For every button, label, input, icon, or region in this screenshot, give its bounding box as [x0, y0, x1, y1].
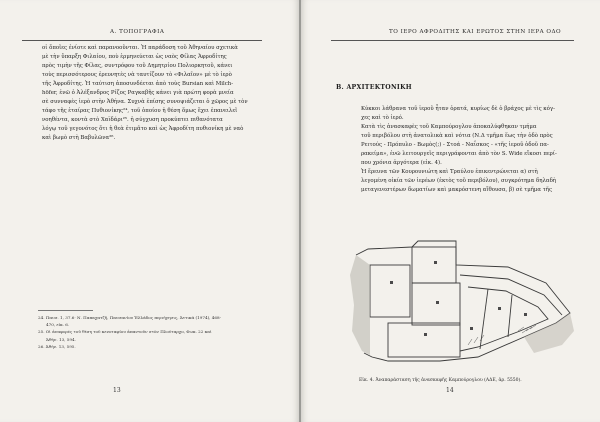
right-body-text	[361, 105, 576, 195]
text-line: που χρόνια ἀργότερα (εἰκ. 4).	[361, 160, 442, 167]
room-west	[370, 265, 410, 317]
text-line: λεγομένη οἰκία τῶν ἱερέων (ἐκτὸς τοῦ περιβόλου), συγκρότημα δηλαδὴ	[361, 178, 557, 185]
footnote-line: 25. Οἱ ἀναφορὲς τοῦ θέση τοῦ κενοταφίου ἀπαντοῦν στὸν Πλούταρχο, Φωκ. 22 καὶ	[38, 329, 212, 335]
section-title: Β. ΑΡΧΙΤΕΚΤΟΝΙΚΗ	[336, 84, 412, 91]
footnote-line: Ἀθήν. 13, 594.	[46, 336, 76, 342]
site-plan-drawing	[348, 235, 575, 370]
text-line: Ρειτούς - Πρόπυλο - Βωμὸς(;) - Στοά - Ναΐσκος - «τῆς ἱεροῦ ὁδοῦ πα-	[361, 142, 549, 149]
left-page-number: 13	[113, 387, 121, 394]
right-page	[301, 0, 600, 422]
left-page	[0, 0, 299, 422]
room-south	[388, 323, 460, 357]
figure-caption: Εἰκ. 4. Ἀναπαράσταση τῆς ἀνασκαφῆς Καμπούρογλου (ΑΔΕ, ἀρ. 5550).	[359, 378, 522, 383]
left-running-head: Α. ΤΟΠΟΓΡΑΦΙΑ	[110, 29, 165, 35]
text-line: οἱ ὅποῖες ἐνίοτε καὶ παρανοοῦνται. Ἡ παράδοση τοῦ Ἀθηναίου σχετικὰ	[42, 45, 238, 51]
text-line: ρακείμα», ἐνῶ λειτουργεῖς περιγράφονται ἀπὸ τὸν S. Wide εἴκοσι περί-	[361, 151, 557, 158]
left-body-text	[42, 44, 257, 144]
column-base	[470, 327, 473, 330]
hatching	[518, 325, 536, 333]
column-base	[424, 333, 427, 336]
left-header-rule	[22, 40, 262, 41]
footnote-line: 24. Παυσ. 1, 37.6· Ν. Παπαχατζῆ, Παυσανίου Ἑλλάδος περιήγησις, Ἀττικά (1974), 468-	[38, 315, 221, 320]
text-line: τάφο τῆς ἑταίρας Πυθιονίκης²⁴, τοῦ ὁποίου ἡ θέση ὅμως ἔχει ἐπανειλεῖ	[42, 108, 238, 115]
text-line: τοῦ περιβόλου στὴ ἀνατολικὰ καὶ νότια (Ν.Δ τμῆμα ἕως τὴν ὁδὸ πρὸς	[361, 133, 553, 140]
text-line: τοὺς περισσότερους ἐρευνητὲς νὰ ταυτίζουν τὸ «Φιλαῖον» μὲ τὸ ἱερὸ	[42, 72, 232, 79]
column-base	[434, 261, 437, 264]
text-line: μὲ τὴν ὕπαρξη Φιλαίου, ποὺ ἑρμηνεύεται ὡς ναὸς Φίλας Ἀφροδίτης	[42, 54, 227, 61]
column-base	[498, 307, 501, 310]
text-line: Κατὰ τὶς ἀνασκαφὲς τοῦ Καμπούρογλου ἀποκαλύφθηκαν τμήμα	[361, 124, 537, 131]
room-north	[412, 247, 456, 283]
footnote-line: 26. Ἀθήν. 13, 595.	[38, 343, 76, 349]
column-base	[390, 281, 393, 284]
footnote-rule	[38, 310, 93, 311]
right-running-head: ΤΟ ΙΕΡΟ ΑΦΡΟΔΙΤΗΣ ΚΑΙ ΕΡΩΤΟΣ ΣΤΗΝ ΙΕΡΑ ΟΔΟ	[389, 29, 562, 35]
text-line: Κύκκοι λάθρανα τοῦ ἱεροῦ ἦταν ὁρατά, κυρίως δὲ ὁ βράχος μὲ τὶς κόγ-	[361, 106, 555, 112]
column-base	[436, 301, 439, 304]
right-page-number: 14	[446, 387, 454, 394]
right-header-rule	[331, 40, 574, 41]
wall-divider	[508, 295, 512, 337]
rock-area	[350, 255, 370, 355]
wall-divider	[480, 289, 488, 349]
text-line: σὲ συνναφὲς ἱερὸ στὴν Ἀθήνα. Συχνὰ ἐπίσης συνοψιάζεται ὁ χῶρος μὲ τὸν	[42, 99, 248, 106]
text-line: πρὸς τιμὴν τῆς Φίλας, συντρόφου τοῦ Δημητρίου Πολιορκητοῦ, κάνει	[42, 63, 233, 70]
text-line: λόγῳ τοῦ γεγονότος ὅτι ἡ θεὰ ἐτιμᾶτο καὶ ὡς Ἀφροδίτη πυθιονίκη μὲ ναὸ	[42, 126, 244, 133]
text-line: νοηθέντα, κοντὰ στὸ Χαϊδάρι²⁵. ἡ σύγχυση προκύπτει πιθανότατα	[42, 117, 223, 124]
column-base	[524, 313, 527, 316]
text-line: καὶ βωμὸ στὴ Βαβυλῶνα²⁶.	[42, 135, 116, 142]
excavation-plan-figure	[348, 235, 575, 370]
text-line: höfer, ἐνῶ ὁ Ἀλέξανδρος Ρίζος Ραγκαβῆς κάνει γιὰ πρώτη φορὰ μνεία	[42, 90, 234, 97]
footnotes	[38, 314, 253, 350]
text-line: τῆς Ἀφροδίτης. Ἡ ταύτιση ἀποσυνδέεται ἀπὸ τοὺς Bursian καὶ Milch-	[42, 81, 234, 88]
text-line: Ἡ ἔρευνα τῶν Κουρουνιώτη καὶ Τραύλου ἐπικεντρώνεται α) στὴ	[361, 169, 538, 176]
rock-area	[524, 313, 574, 353]
text-line: μεταγενεστέρων δωματίων καὶ μακρόστενη αἴθουσα, β) σὲ τμῆμα τῆς	[361, 187, 553, 194]
footnote-line: 470, εἰκ. 6.	[46, 322, 70, 328]
text-line: χες καὶ τὸ ἱερό.	[361, 115, 404, 122]
